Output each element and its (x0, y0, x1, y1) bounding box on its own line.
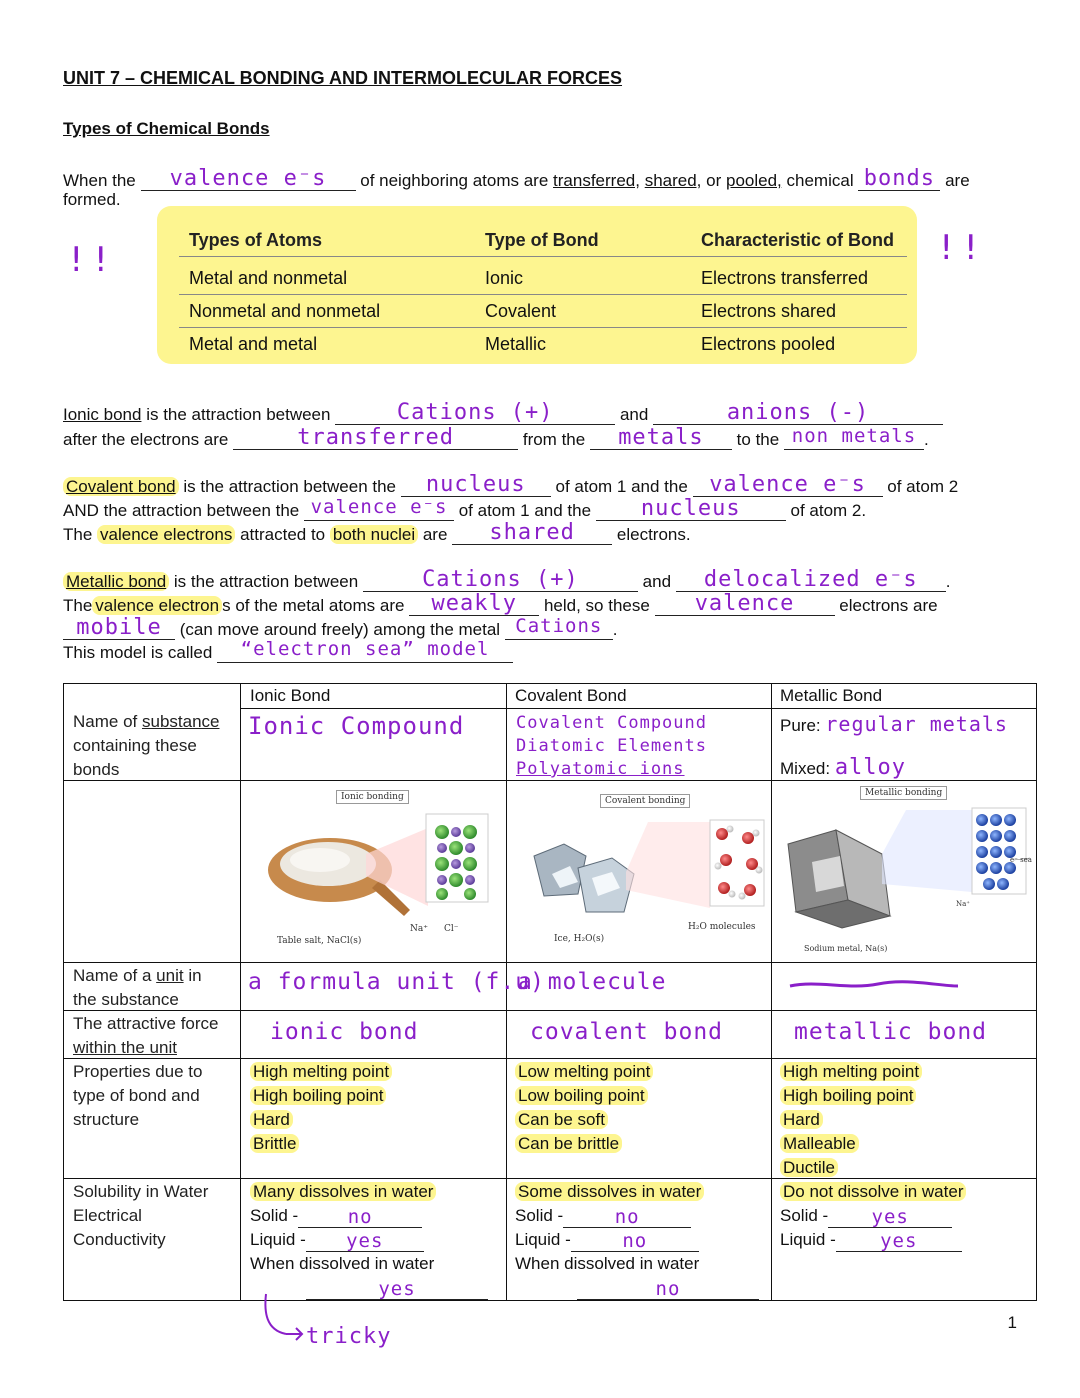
intro-line-2: formed. (63, 190, 121, 209)
blank-nucleus-2: nucleus (596, 496, 786, 521)
header-characteristic: Characteristic of Bond (701, 230, 895, 250)
row-label-substance: Name of substance containing these bonds (73, 712, 220, 779)
highlight-both-nuclei: both nuclei (330, 525, 418, 544)
metallic-text: is the attraction between (173, 572, 359, 591)
metallic-properties: High melting point High boiling point Hard Malleable Ductile (780, 1060, 922, 1180)
table-row (179, 295, 907, 328)
tricky-note: tricky (306, 1324, 392, 1349)
row-label-unit: Name of a unit in the substance (73, 966, 202, 1009)
label-ice: Ice, H₂O(s) (554, 934, 605, 944)
covalent-unit: a molecule (518, 969, 667, 995)
ionic-text: . (923, 430, 929, 449)
label-na-ion: Na⁺ (410, 924, 428, 934)
metallic-text: . (612, 620, 618, 639)
covalent-conductivity: Solid - no Liquid - no When dissolved in water no (515, 1204, 759, 1300)
ionic-solubility: Many dissolves in water (250, 1180, 436, 1204)
intro-text: When the (63, 171, 136, 190)
cell-atoms: Metal and metal (189, 334, 318, 354)
row-label-force: The attractive force within the unit (73, 1014, 219, 1057)
metallic-text: s of the metal atoms are (222, 596, 405, 615)
cell-bond: Covalent (485, 301, 557, 321)
metallic-force: metallic bond (794, 1019, 988, 1045)
blank-valence: valence e⁻s (141, 166, 356, 191)
ionic-text: from the (522, 430, 586, 449)
ionic-force: ionic bond (270, 1019, 419, 1045)
covalent-solubility: Some dissolves in water (515, 1180, 704, 1204)
exclamation-mark-right: !! (936, 228, 985, 268)
col-ionic-bond: Ionic Bond (250, 686, 331, 705)
covalent-text: attracted to (240, 525, 326, 544)
cell-atoms: Nonmetal and nonmetal (189, 301, 381, 321)
metallic-text: This model is called (63, 643, 213, 662)
word-pooled: pooled, (726, 171, 782, 190)
cell-characteristic: Electrons transferred (701, 268, 869, 288)
highlight-valence-electrons: valence electrons (97, 525, 235, 544)
covalent-text: electrons. (616, 525, 691, 544)
col-metallic-bond: Metallic Bond (780, 686, 883, 705)
metallic-conductivity: Solid - yes Liquid - yes (780, 1204, 962, 1252)
bond-comparison-grid (63, 683, 1037, 1301)
metallic-line-4 (63, 638, 513, 663)
cell-characteristic: Electrons pooled (701, 334, 836, 354)
covalent-force: covalent bond (530, 1019, 724, 1045)
covalent-text: AND the attraction between the (63, 501, 300, 520)
cell-characteristic: Electrons shared (701, 301, 837, 321)
label-electron-sea: e⁻ sea (1010, 856, 1032, 864)
metallic-unit-dash (788, 976, 960, 996)
table-row (179, 262, 907, 295)
term-ionic-bond: Ionic bond (63, 405, 142, 424)
covalent-line-2 (63, 496, 866, 521)
covalent-bonding-caption: Covalent bonding (600, 794, 690, 808)
cell-bond: Ionic (485, 268, 524, 288)
metallic-line-1 (63, 567, 951, 592)
row-label-conductivity: Electrical Conductivity (73, 1206, 166, 1249)
term-metallic-bond: Metallic bond (63, 572, 169, 591)
blank-cations-3: Cations (505, 615, 613, 640)
covalent-properties: Low melting point Low boiling point Can be soft Can be brittle (515, 1060, 653, 1156)
covalent-text: is the attraction between the (183, 477, 397, 496)
header-type-of-bond: Type of Bond (485, 230, 599, 250)
metallic-bonding-caption: Metallic bonding (860, 786, 947, 800)
metallic-pure: Pure: regular metals (780, 712, 1008, 736)
metallic-text: The (63, 596, 93, 615)
header-types-of-atoms: Types of Atoms (189, 230, 323, 250)
blank-cations-2: Cations (+) (363, 567, 638, 592)
salt-crystal-illustration (260, 810, 500, 950)
exclamation-mark-left: !! (66, 240, 115, 280)
page-number: 1 (1007, 1313, 1017, 1332)
section-title: Types of Chemical Bonds (63, 119, 270, 138)
ionic-text: after the electrons are (63, 430, 229, 449)
bond-types-table (157, 206, 917, 364)
unit-title: UNIT 7 – CHEMICAL BONDING AND INTERMOLECULAR FORCES (63, 68, 623, 88)
metallic-text: . (945, 572, 951, 591)
ionic-substance: Ionic Compound (248, 712, 465, 740)
col-covalent-bond: Covalent Bond (515, 686, 627, 705)
blank-valence-es: valence e⁻s (693, 472, 883, 497)
intro-text: are (945, 171, 970, 190)
covalent-text: The (63, 525, 93, 544)
cell-atoms: Metal and nonmetal (189, 268, 348, 288)
intro-line-1 (63, 166, 970, 191)
ionic-text: and (619, 405, 649, 424)
label-table-salt: Table salt, NaCl(s) (277, 936, 362, 946)
ionic-text: to the (736, 430, 780, 449)
blank-mobile: mobile (63, 615, 175, 640)
blank-valence-es-2: valence e⁻s (304, 496, 454, 521)
metallic-text: held, so these (543, 596, 650, 615)
blank-nonmetals: non metals (784, 425, 924, 450)
highlight-valence-electron: valence electron (92, 596, 222, 615)
arrow-icon (256, 1292, 306, 1342)
ice-illustration (526, 816, 766, 934)
label-sodium-metal: Sodium metal, Na(s) (804, 944, 888, 953)
word-shared: shared, (644, 171, 702, 190)
intro-text: or (706, 171, 722, 190)
covalent-text: of atom 1 and the (458, 501, 592, 520)
blank-delocalized: delocalized e⁻s (676, 567, 946, 592)
metallic-text: electrons are (839, 596, 938, 615)
label-h2o-molecules: H₂O molecules (688, 922, 756, 932)
covalent-text: of atom 1 and the (555, 477, 688, 496)
table-header-row (179, 224, 907, 257)
blank-bonds: bonds (858, 166, 940, 191)
label-cl-ion: Cl⁻ (444, 924, 459, 934)
word-transferred: transferred, (553, 171, 640, 190)
row-label-properties: Properties due to type of bond and structure (73, 1062, 203, 1129)
blank-shared: shared (452, 520, 612, 545)
metallic-mixed: Mixed: alloy (780, 755, 907, 780)
covalent-text: of atom 2. (790, 501, 867, 520)
blank-nucleus: nucleus (401, 472, 551, 497)
ionic-bonding-caption: Ionic bonding (336, 790, 409, 804)
ionic-line-2 (63, 425, 929, 450)
intro-text: chemical (786, 171, 854, 190)
covalent-line-1 (63, 472, 958, 497)
blank-cations: Cations (+) (335, 400, 615, 425)
metallic-text: and (642, 572, 672, 591)
blank-anions: anions (-) (653, 400, 943, 425)
covalent-text: are (422, 525, 448, 544)
label-na-ion-metal: Na⁺ (956, 900, 970, 908)
metallic-line-2 (63, 591, 938, 616)
ionic-conductivity: Solid - no Liquid - yes When dissolved in water yes (250, 1204, 488, 1300)
ionic-text: is the attraction between (146, 405, 331, 424)
table-row (179, 328, 907, 360)
row-label-solubility: Solubility in Water (73, 1182, 209, 1201)
metallic-text: (can move around freely) among the metal (179, 620, 501, 639)
covalent-substance: Covalent Compound Diatomic Elements Polyatomic ions (516, 713, 707, 779)
ionic-properties: High melting point High boiling point Hard Brittle (250, 1060, 392, 1156)
covalent-line-3 (63, 520, 691, 545)
sodium-metal-illustration (782, 804, 1032, 944)
blank-transferred: transferred (233, 425, 518, 450)
blank-weakly: weakly (409, 591, 539, 616)
blank-electron-sea-model: “electron sea” model (217, 638, 513, 663)
metallic-solubility: Do not dissolve in water (780, 1180, 966, 1204)
term-covalent-bond: Covalent bond (63, 477, 179, 496)
blank-metals: metals (590, 425, 732, 450)
blank-valence: valence (655, 591, 835, 616)
metallic-line-3 (63, 615, 618, 640)
cell-bond: Metallic (485, 334, 547, 354)
intro-text: of neighboring atoms are (360, 171, 549, 190)
ionic-unit: a formula unit (f.u) (248, 969, 545, 995)
ionic-line-1 (63, 400, 943, 425)
covalent-text: of atom 2 (887, 477, 959, 496)
